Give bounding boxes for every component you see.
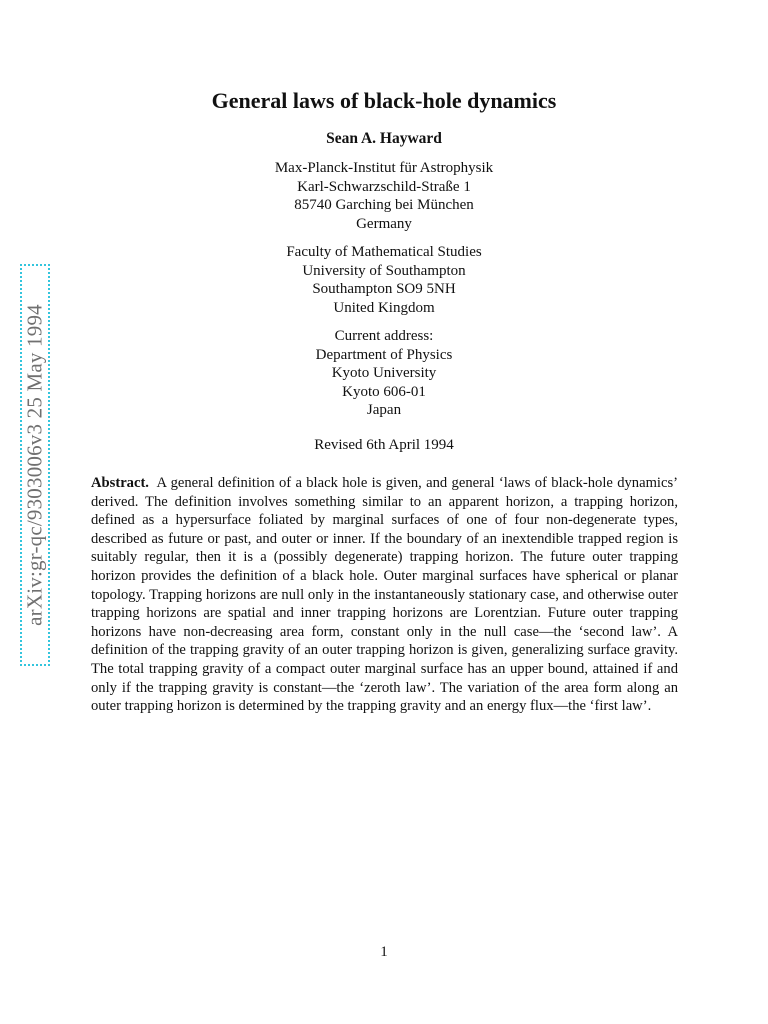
affiliation-line: Kyoto 606-01 <box>342 383 426 400</box>
affiliation-line: Japan <box>366 402 402 418</box>
affiliation-line: Karl-Schwarzschild-Straße 1 <box>297 178 471 195</box>
affiliation-line: University of Southampton <box>302 262 466 279</box>
abstract-label: Abstract. <box>91 475 149 491</box>
affiliation-line: 85740 Garching bei München <box>294 197 474 213</box>
affiliation-southampton <box>0 243 768 317</box>
affiliation-current-address <box>0 327 768 420</box>
affiliation-line: Germany <box>356 215 412 232</box>
affiliation-line: Kyoto University <box>331 365 437 381</box>
arxiv-stamp <box>20 264 50 666</box>
affiliation-line: Faculty of Mathematical Studies <box>286 244 482 260</box>
affiliation-line: Department of Physics <box>315 346 453 363</box>
paper-title: General laws of black-hole dynamics <box>211 88 557 113</box>
affiliation-line: Max-Planck-Institut für Astrophysik <box>274 160 494 176</box>
affiliation-line: Current address: <box>334 328 434 344</box>
affiliation-line: United Kingdom <box>333 299 435 316</box>
revision-date: Revised 6th April 1994 <box>314 437 454 453</box>
abstract-paragraph <box>91 474 678 716</box>
affiliation-line: Southampton SO9 5NH <box>312 281 456 297</box>
page-number: 1 <box>380 944 388 960</box>
affiliation-max-planck <box>0 159 768 233</box>
author-name: Sean A. Hayward <box>326 130 442 147</box>
abstract-text: A general definition of a black hole is given, and general ‘laws of black-hole dynamics’ derived. The definition involves something similar to an apparent horizon, a trapping horizon, defined as a hypersurface foliated by marginal surfaces of one of four non-degenerate types, described as future or past, and outer or inner. If the boundary of an inextendible trapped region is suitably regular, then it is a (possibly degenerate) trapping horizon. The future outer trapping horizon provides the definition of a black hole. Outer marginal surfaces have spherical or planar topology. Trapping horizons are null only in the instantaneously stationary case, and otherwise outer trapping horizons are spatial and inner trapping horizons are Lorentzian. Future outer trapping horizons have non-decreasing area form, constant only in the null case—the ‘second law’. A definition of the trapping gravity of an outer trapping horizon is given, generalizing surface gravity. The total trapping gravity of a compact outer marginal surface has an upper bound, attained if and only if the trapping gravity is constant—the ‘zeroth law’. The variation of the area form along an outer trapping horizon is determined by the trapping gravity and an energy flux—the ‘first law’. <box>91 475 679 715</box>
arxiv-identifier: arXiv:gr-qc/9303006v3 25 May 1994 <box>22 304 47 626</box>
